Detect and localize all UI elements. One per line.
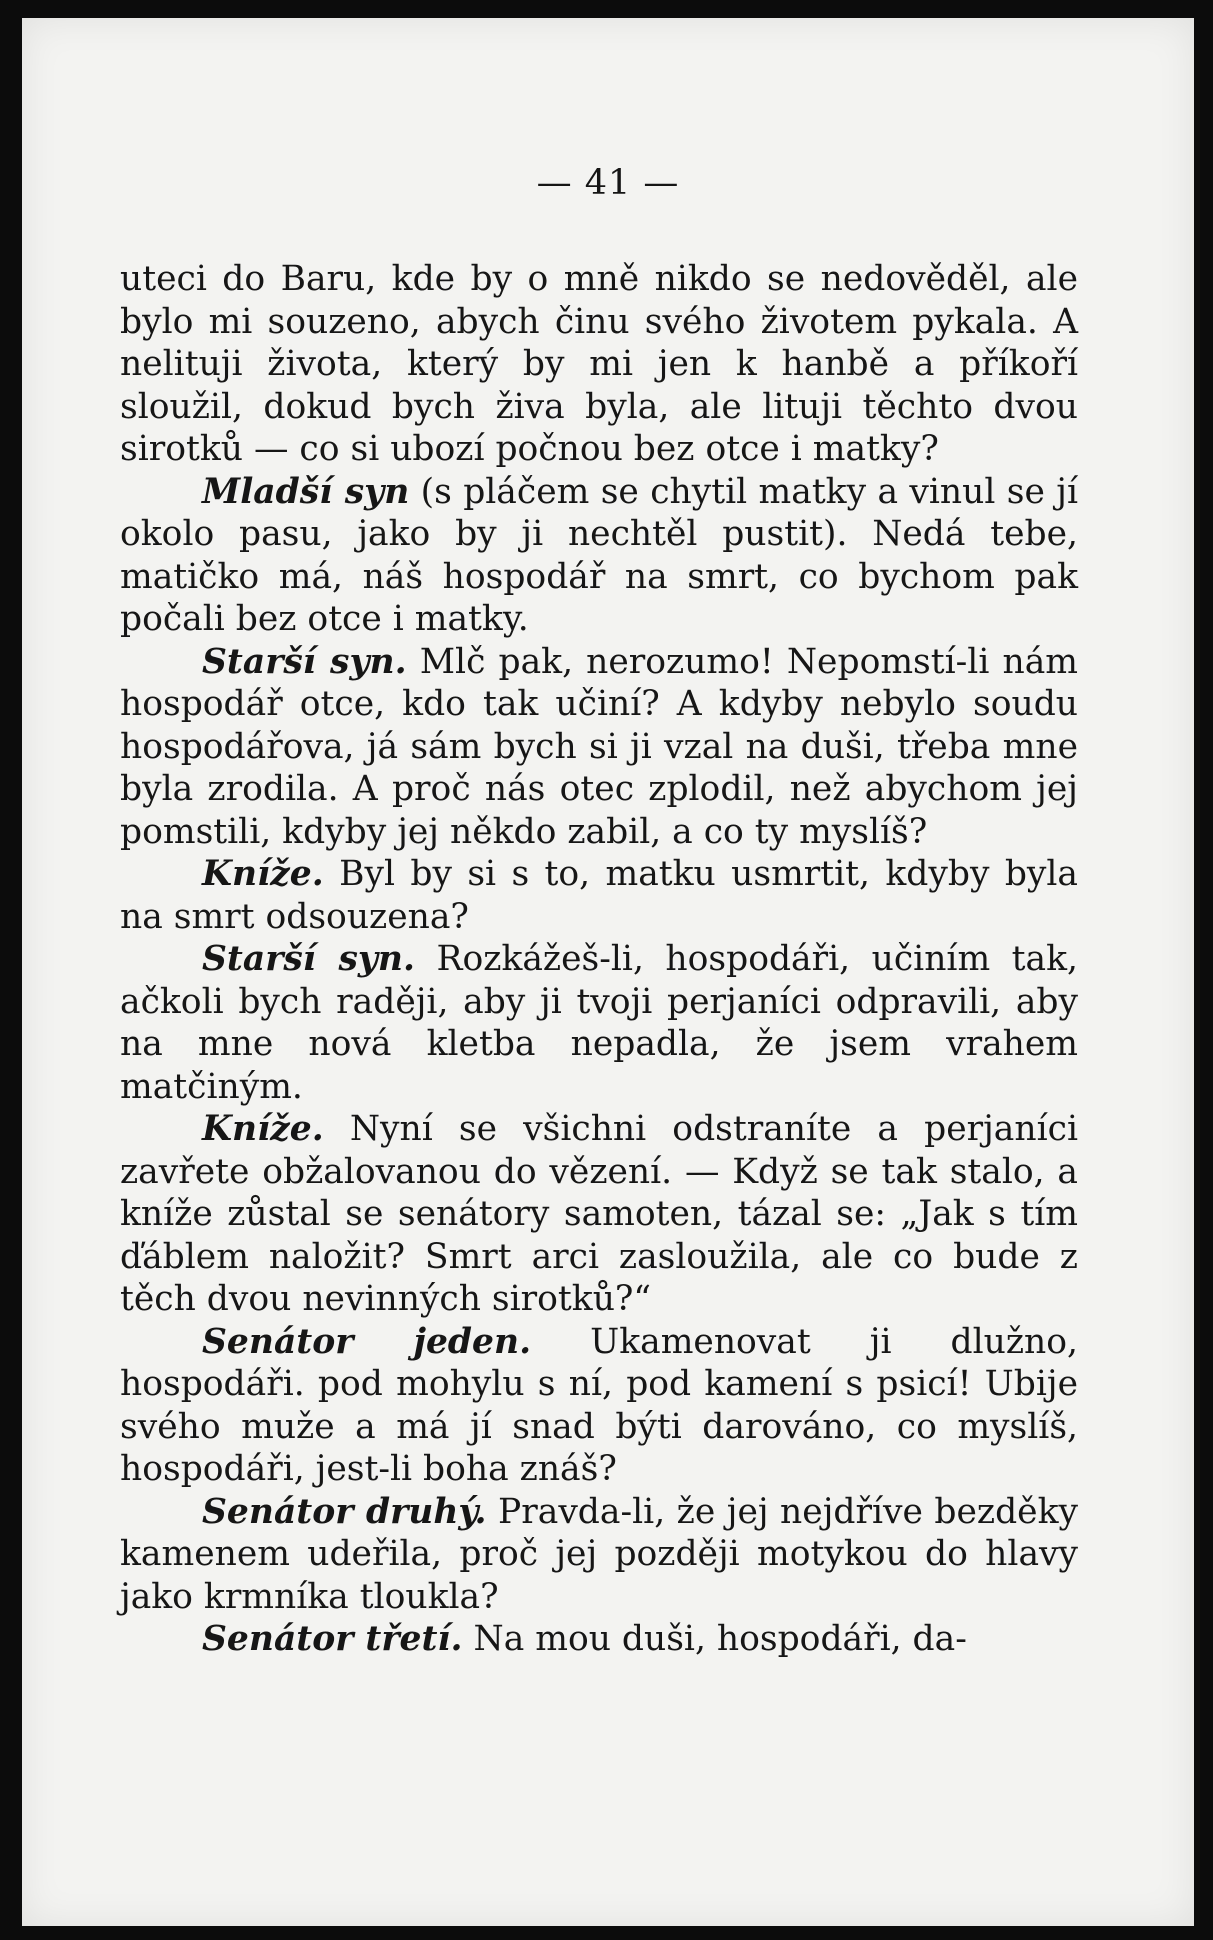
paragraph-text: Pravda-li, že jej nejdříve bezděky kamenem udeřila, proč jej později motykou do hlavy jako krmníka tloukla? [120, 1491, 1078, 1617]
paragraph-4 [120, 853, 1078, 938]
paragraph-2 [120, 471, 1078, 641]
speaker-label: Starší syn. [202, 641, 407, 682]
paragraph-text: Nyní se všichni odstraníte a perjaníci zavřete obžalovanou do vězení. — Když se tak stalo, a kníže zůstal se senátory samoten, tázal se: „Jak s tím ďáblem naložit? Smrt arci zasloužila, ale co bude z těch dvou nevinných sirotků?“ [120, 1109, 1078, 1319]
page-text [120, 258, 1078, 1661]
paragraph-6 [120, 1108, 1078, 1321]
paragraph-3 [120, 641, 1078, 854]
paragraph-text: Ukamenovat ji dlužno, hospodáři. pod mohylu s ní, pod kamení s psicí! Ubije svého muže a má jí snad býti darováno, co myslíš, hospodáři, jest-li boha znáš? [120, 1321, 1078, 1489]
paragraph-text: (s pláčem se chytil matky a vinul se jí okolo pasu, jako by ji nechtěl pustit). Nedá tebe, matičko má, náš hospodář na smrt, co bychom pak počali bez otce i matky. [120, 471, 1078, 639]
paragraph-text: Byl by si s to, matku usmrtit, kdyby byla na smrt odsouzena? [120, 854, 1078, 937]
paragraph-text: Mlč pak, nerozumo! Nepomstí-li nám hospodář otce, kdo tak učiní? A kdyby nebylo soudu hospodářova, já sám bych si ji vzal na duši, třeba mne byla zrodila. A proč nás otec zplodil, než abychom jej pomstili, kdyby jej někdo zabil, a co ty myslíš? [120, 641, 1078, 852]
paragraph-7 [120, 1321, 1078, 1491]
speaker-label: Kníže. [202, 854, 324, 894]
book-page [22, 18, 1194, 1926]
paragraph-text: Na mou duši, hospodáři, da- [462, 1619, 967, 1659]
speaker-label: Senátor třetí. [202, 1619, 463, 1659]
page-number: — 41 — [536, 163, 680, 203]
speaker-label: Mladší syn [202, 471, 410, 512]
speaker-label: Senátor druhý. [202, 1491, 487, 1532]
speaker-label: Kníže. [202, 1109, 324, 1149]
paragraph-8 [120, 1491, 1078, 1619]
paragraph-text: Rozkážeš-li, hospodáři, učiním tak, ačkoli bych raději, aby ji tvoji perjaníci odpravili, aby na mne nová kletba nepadla, že jsem vrahem matčiným. [120, 939, 1078, 1107]
paragraph-1 [120, 258, 1078, 471]
paragraph-text: uteci do Baru, kde by o mně nikdo se nedověděl, ale bylo mi souzeno, abych činu svého životem pykala. A nelituji života, který by mi jen k hanbě a příkoří sloužil, dokud bych živa byla, ale lituji těchto dvou sirotků — co si ubozí počnou bez otce i matky? [120, 259, 1078, 469]
paragraph-9 [120, 1618, 1078, 1661]
paragraph-5 [120, 938, 1078, 1108]
speaker-label: Senátor jeden. [202, 1321, 532, 1362]
speaker-label: Starší syn. [202, 939, 416, 979]
